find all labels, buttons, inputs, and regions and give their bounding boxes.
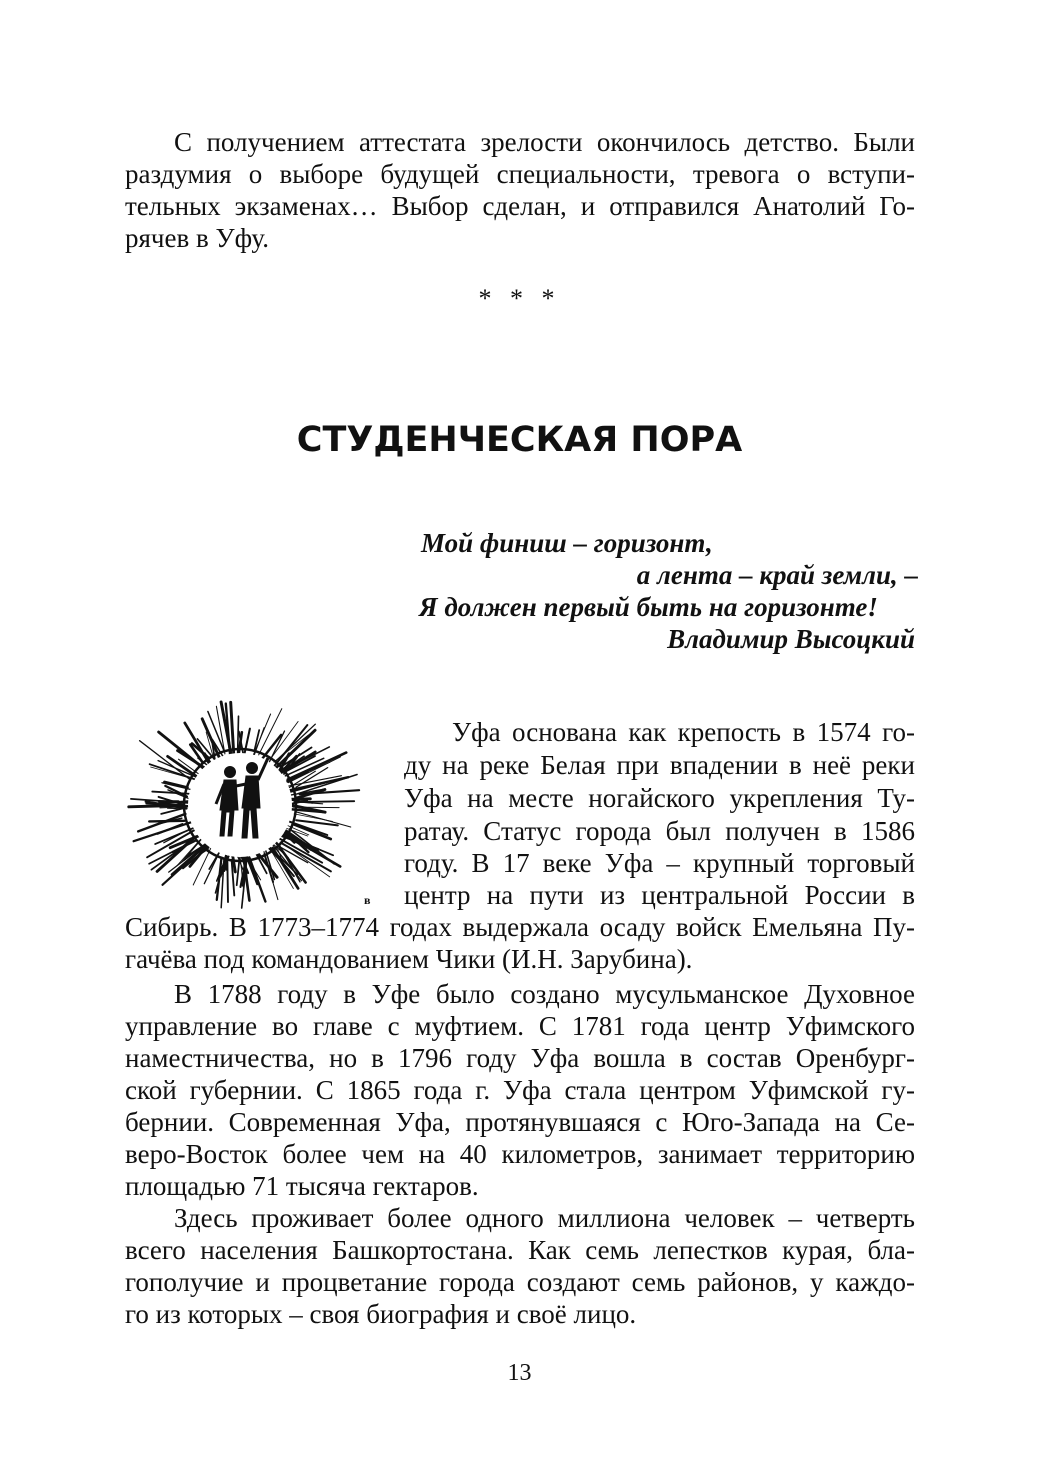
text-line: площадью 71 тысяча гектаров. [125,1171,479,1201]
text-line: ратау. Статус города был получен в 1586 [404,816,915,846]
text-line: В 1788 году в Уфе было создано мусульманское Духовное [174,979,915,1009]
text-line: Здесь проживает более одного миллиона человек – четверть [174,1203,915,1233]
sunburst-couple-illustration [120,700,382,912]
section-separator: * * * [478,284,561,313]
text-line: году. В 17 веке Уфа – крупный торговый [404,848,915,878]
text-line: ду на реке Белая при впадении в неё реки [404,750,915,780]
epigraph-line: Я должен первый быть на горизонте! [419,592,878,622]
sunburst-ray [140,741,189,779]
text-line: управление во главе с муфтием. С 1781 года центр Уфимского [125,1011,915,1041]
sunburst-ray [138,814,185,832]
text-line: Сибирь. В 1773–1774 годах выдержала осаду войск Емельяна Пу- [125,912,915,942]
page-number: 13 [507,1360,532,1386]
epigraph-line: Мой финиш – горизонт, [421,528,713,558]
text-line: рячев в Уфу. [125,223,269,253]
text-line: гачёва под командованием Чики (И.Н. Зарубина). [125,944,693,974]
sunburst-ray [249,857,265,901]
text-line: наместничества, но в 1796 году Уфа вошла в состав Оренбург- [125,1043,915,1073]
text-line: всего населения Башкортостана. Как семь лепестков курая, бла- [125,1235,915,1265]
sunburst-ray [227,857,228,902]
text-line: раздумия о выборе будущей специальности, тревога о вступи- [125,159,915,189]
text-line: ской губернии. С 1865 года г. Уфа стала центром Уфимской гу- [125,1075,915,1105]
text-line: гополучие и процветание города создают семь районов, у каждо- [125,1267,915,1297]
illustration-signature: в [364,893,371,907]
epigraph-author: Владимир Высоцкий [667,624,915,654]
text-line: бернии. Современная Уфа, протянувшаяся с Юго-Запада на Се- [125,1107,915,1137]
text-line: С получением аттестата зрелости окончилось детство. Были [174,127,915,157]
text-line: го из которых – своя биография и своё лицо. [125,1299,637,1329]
text-line: тельных экзаменах… Выбор сделан, и отправился Анатолий Го- [125,191,915,221]
text-line: Уфа основана как крепость в 1574 го- [452,717,915,747]
text-line: центр на пути из центральной России в [404,880,915,910]
epigraph-line: а лента – край земли, – [636,560,918,590]
text-line: веро-Восток более чем на 40 километров, занимает территорию [125,1139,915,1169]
text-line: Уфа на месте ногайского укрепления Ту- [404,783,915,813]
chapter-title: СТУДЕНЧЕСКАЯ ПОРА [296,420,743,460]
